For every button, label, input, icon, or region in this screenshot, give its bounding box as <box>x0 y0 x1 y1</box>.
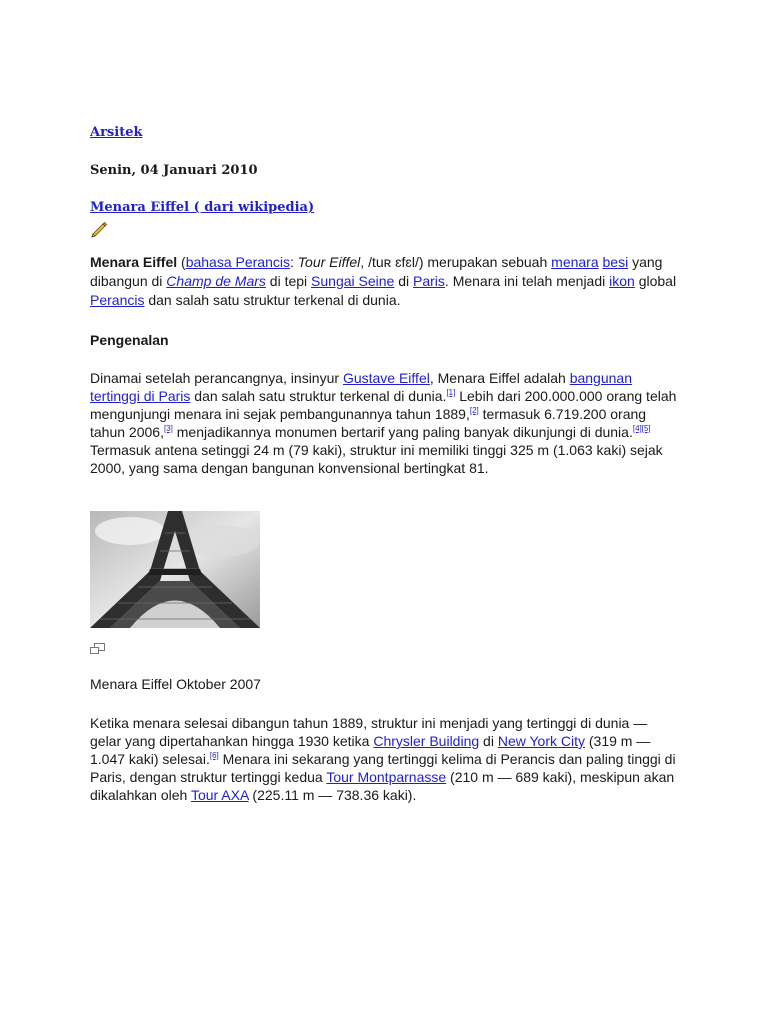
text: Menara ini sekarang yang tertinggi kelima di Perancis dan paling tinggi di Paris, dengan struktur tertinggi kedua <box>90 751 676 785</box>
pengenalan-paragraph <box>90 369 680 477</box>
post-date: Senin, 04 Januari 2010 <box>90 163 258 178</box>
ref-6[interactable]: [6] <box>209 751 219 760</box>
text: dan salah satu struktur terkenal di dunia. <box>190 388 447 404</box>
link-besi[interactable]: besi <box>602 254 629 270</box>
text: di <box>394 273 414 289</box>
text: yang dibangun di <box>90 254 663 289</box>
link-chrysler-building[interactable]: Chrysler Building <box>373 733 480 749</box>
link-paris[interactable]: Paris <box>413 273 445 289</box>
text: (210 m — 689 kaki), meskipun akan dikalahkan oleh <box>90 769 675 803</box>
photo-caption: Menara Eiffel Oktober 2007 <box>90 676 261 692</box>
eiffel-photo-graphic <box>90 511 260 628</box>
pencil-icon[interactable] <box>90 221 108 239</box>
eiffel-tower-photo[interactable] <box>90 511 260 628</box>
link-tour-montparnasse[interactable]: Tour Montparnasse <box>326 769 447 785</box>
text: Termasuk antena setinggi 24 m (79 kaki), struktur ini memiliki tinggi 325 m (1.063 kaki) sejak 2000, yang sama dengan bangunan konvensional bertingkat 81. <box>90 442 663 476</box>
link-champ-de-mars[interactable] <box>166 273 266 289</box>
text: (225.11 m — 738.36 kaki). <box>248 787 417 803</box>
link-bangunan-tertinggi[interactable]: bangunan tertinggi di Paris <box>90 370 632 404</box>
ref-1[interactable]: [1] <box>446 388 456 397</box>
text: . Menara ini telah menjadi <box>444 273 610 289</box>
text: Dinamai setelah perancangnya, insinyur <box>90 370 343 386</box>
ref-4[interactable]: [4] <box>632 424 642 433</box>
link-perancis[interactable]: Perancis <box>90 292 145 308</box>
text: , Menara Eiffel adalah <box>429 370 570 386</box>
ipa-text: , /tuʀ ɛfɛl/) merupakan sebuah <box>360 254 552 270</box>
text: (319 m — 1.047 kaki) selesai. <box>90 733 651 767</box>
link-new-york-city[interactable]: New York City <box>497 733 585 749</box>
text: di tepi <box>265 273 312 289</box>
link-tour-axa[interactable]: Tour AXA <box>190 787 249 803</box>
post-title-link[interactable]: Menara Eiffel ( dari wikipedia) <box>90 200 315 215</box>
text: : <box>290 254 298 270</box>
ref-5[interactable]: [5] <box>641 424 651 433</box>
text: global <box>634 273 677 289</box>
intro-paragraph <box>90 253 680 310</box>
text: di <box>479 733 498 749</box>
text: Lebih dari 200.000.000 orang telah mengunjungi menara ini sejak pembangunannya tahun 1889, <box>90 388 677 422</box>
link-bahasa-perancis[interactable]: bahasa Perancis <box>185 254 290 270</box>
text: menjadikannya monumen bertarif yang paling banyak dikunjungi di dunia. <box>172 424 633 440</box>
enlarge-icon[interactable] <box>90 643 106 655</box>
intro-name: Menara Eiffel <box>90 254 178 270</box>
french-name: Tour Eiffel <box>297 254 361 270</box>
text: ( <box>177 254 186 270</box>
link-gustave-eiffel[interactable]: Gustave Eiffel <box>342 370 430 386</box>
category-link-arsitek[interactable]: Arsitek <box>90 125 143 140</box>
ref-3[interactable]: [3] <box>163 424 173 433</box>
text: Ketika menara selesai dibangun tahun 1889, struktur ini menjadi yang tertinggi di dunia — gelar yang dipertahankan hingga 1930 ketika <box>90 715 648 749</box>
link-ikon[interactable]: ikon <box>609 273 635 289</box>
link-menara[interactable]: menara <box>551 254 599 270</box>
section-heading: Pengenalan <box>90 332 169 348</box>
link-sungai-seine[interactable]: Sungai Seine <box>311 273 395 289</box>
link-champ-text: Champ de Mars <box>166 273 266 289</box>
ref-2[interactable]: [2] <box>469 406 479 415</box>
history-paragraph <box>90 714 680 804</box>
text: termasuk 6.719.200 orang tahun 2006, <box>90 406 647 440</box>
text: dan salah satu struktur terkenal di dunia. <box>144 292 401 308</box>
